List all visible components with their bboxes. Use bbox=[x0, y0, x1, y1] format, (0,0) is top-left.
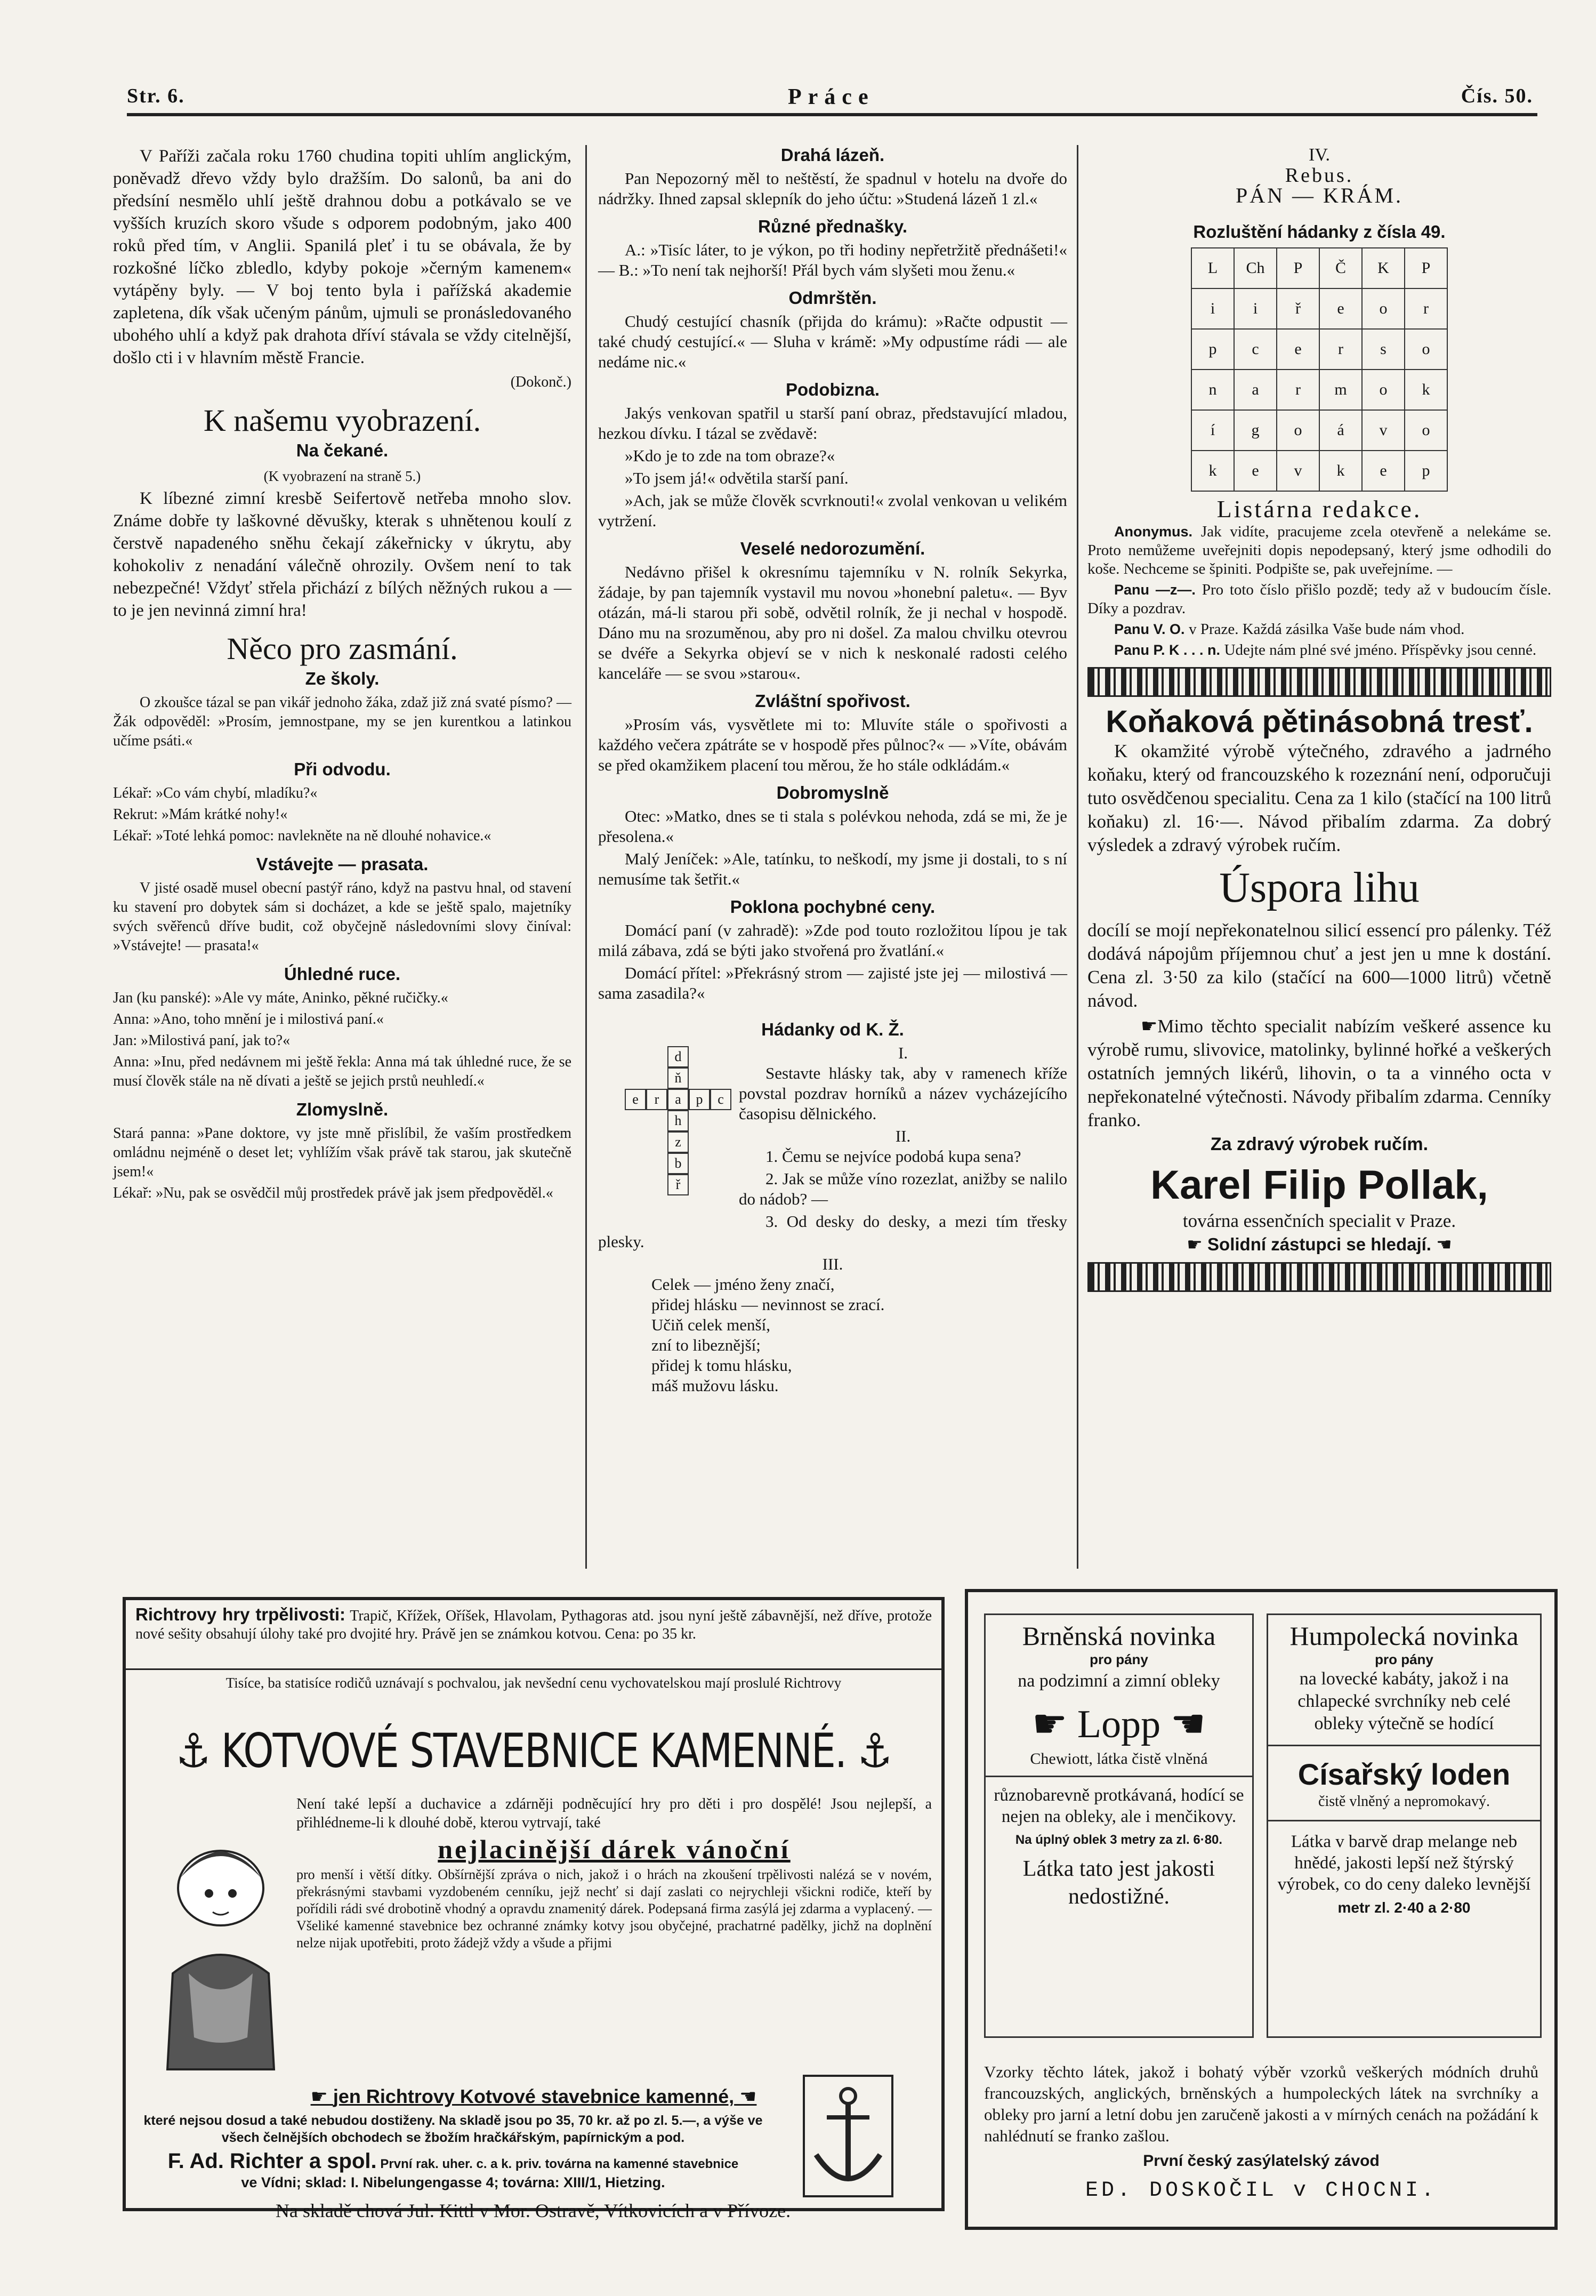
grid-cell: k bbox=[1405, 370, 1447, 410]
dobromysl-line: Otec: »Matko, dnes se ti stala s polévkou nehoda, zdá se mi, že je přesolena.« bbox=[598, 807, 1067, 846]
grid-cell: Ch bbox=[1234, 248, 1277, 288]
pointing-hand-icon: ☛ bbox=[1032, 1703, 1077, 1746]
zlomysl-line: Stará panna: »Pane doktore, vy jste mně přislíbil, že vaším prostředkem omládnu nejméně o deset let; vyhlížím však právě tak starou, jak skutečně jsem!« bbox=[113, 1125, 571, 1180]
lazen-heading: Drahá lázeň. bbox=[780, 145, 885, 165]
zlomysl-line: Lékař: »Nu, pak se osvědčil můj prostředek právě jak jsem předpověděl.« bbox=[113, 1185, 553, 1201]
box-divider bbox=[1268, 1820, 1540, 1821]
verse-line: Učiň celek menší, bbox=[651, 1315, 770, 1334]
odmrsten-text: Chudý cestující chasník (přijda do krámu): »Račte odpustit — také chudý cestující.« — Sluha v krámě: »My odpustíme rádi — ale nedáme nic.« bbox=[598, 312, 1067, 371]
richter-firm-desc: První rak. uher. c. a k. priv. továrna na kamenné stavebnice bbox=[380, 2157, 739, 2171]
agents-line-text: Solidní zástupci se hledají. bbox=[1207, 1234, 1431, 1254]
listarna-text: Udejte nám plné své jméno. Příspěvky jsou cenné. bbox=[1224, 641, 1537, 659]
rozlusteni-heading: Rozluštění hádanky z čísla 49. bbox=[1193, 222, 1446, 242]
pointing-hand-icon: ☛ bbox=[310, 2085, 333, 2107]
grid-cell: P bbox=[1405, 248, 1447, 288]
box-divider bbox=[1268, 1745, 1540, 1746]
rebus-number: IV. bbox=[1309, 145, 1330, 165]
coal-article-text: V Paříži začala roku 1760 chudina topiti uhlím anglickým, poněvadž dřevo vždy bylo dražším. Do salonů, ba ani do předsíní nesmělo uhlí ještě drahnou dobu a potkávalo se ve vyšších kruzích skoro všude s odporem podobným, jako 400 roků před tím, v Anglii. Spanilá pleť i tu se obávala, že by rozkošné líčko zbledlo, kdyby pokoje »černým kamenem« vytápěny byly. — V boj tento byla i pařížská akademie zapletena, dík však učeným pánům, ujmuli se pronásledovaného ubohého uhlí a když pak drahota dříví stávala se vždy citelnější, došlo cti i v hlavním městě Francie. bbox=[113, 147, 571, 367]
grid-cell: p bbox=[1191, 329, 1234, 370]
grid-cell: o bbox=[1362, 370, 1405, 410]
grid-cell: c bbox=[1234, 329, 1277, 370]
grid-cell: r bbox=[1405, 288, 1447, 329]
nedorozumeni-text: Nedávno přišel k okresnímu tajemníku v N. rolník Sekyrka, žádaje, by pan tajemník vystavil mu novou »honební paletu«. — Byv otázán, má-li starou při sobě, odvětil rolník, že ji nechal v hospodě. Dáno mu na srozuměnou, aby pro ni došel. Za malou chvilku otevrou se dvéře a Sekyrka objeví se v nich k neskonalé radosti celého kanceláře — se svou »starou«. bbox=[598, 563, 1067, 683]
zasmani-heading: Něco pro zasmání. bbox=[227, 631, 458, 666]
pointing-hand-icon: ☚ bbox=[734, 2085, 757, 2107]
column-middle bbox=[598, 145, 1067, 1396]
pollak-firm-sub: továrna essenčních specialit v Praze. bbox=[1182, 1210, 1456, 1231]
konak-ad-text: K okamžité výrobě výtečného, zdravého a jadrného koňaku, který od francouzského k rozeznání není, odporučuji tuto osvědčenou specialitu. Cena za 1 kilo (stačící na 100 litrů koňaku) zl. 16·—. Návod přibalím zdarma. Za dobrý výsledek a zdravý výrobek ručím. bbox=[1087, 741, 1551, 855]
na-cekane-heading: Na čekané. bbox=[296, 440, 389, 460]
ze-skoly-text: O zkoušce tázal se pan vikář jednoho žáka, zdaž již zná svaté písmo? — Žák odpověděl: »Prosím, jemnostpane, my se jen kurentkou a latinkou učíme psáti.« bbox=[113, 694, 571, 749]
listarna-items bbox=[1087, 523, 1551, 660]
humpolec-box bbox=[1267, 1613, 1542, 2038]
hadanky-heading: Hádanky od K. Ž. bbox=[761, 1019, 904, 1039]
hadanka-2-number: II. bbox=[895, 1127, 911, 1145]
grid-row bbox=[1191, 451, 1447, 491]
coal-article-end: (Dokonč.) bbox=[510, 374, 571, 390]
grid-cell: ř bbox=[1277, 288, 1319, 329]
listarna-text: Jak vidíte, pracujeme zcela otevřeně a nelekáme se. Proto nemůžeme uveřejniti dopis nepodepsaný, který jsme odhodili do koše. Nechceme se špiniti. Podpište se, pak uveřejníme. — bbox=[1087, 523, 1551, 577]
listarna-item bbox=[1087, 523, 1551, 579]
podobizna-line: »Ach, jak se může člověk scvrknouti!« zvolal venkovan u velikém vytržení. bbox=[598, 491, 1067, 530]
prasata-heading: Vstávejte — prasata. bbox=[256, 854, 429, 874]
prednasky-text: A.: »Tisíc láter, to je výkon, po tři hodiny nepřetržitě přednášeti!« — B.: »To není tak nejhorší! Přál bych vám slyšeti mou ženu.« bbox=[598, 240, 1067, 279]
rebus-heading: Rebus. bbox=[1285, 164, 1354, 187]
listarna-recipient: Panu —z—. bbox=[1114, 582, 1202, 598]
vyobrazeni-note: (K vyobrazení na straně 5.) bbox=[263, 468, 421, 484]
grid-row bbox=[1191, 370, 1447, 410]
humpolec-text: na lovecké kabáty, jakož i na chlapecké svrchníky neb celé obleky výtečně se hodící bbox=[1297, 1669, 1511, 1733]
ruce-line: Anna: »Inu, před nedávnem mi ještě řekla: Anna má tak úhledné ruce, že se musí člověk stále na ně dívati a ještě se jejich prstů neuhledí.« bbox=[113, 1054, 571, 1089]
cross-cell: ř bbox=[667, 1174, 689, 1195]
podobizna-line: »To jsem já!« odvětila starší paní. bbox=[625, 469, 849, 487]
podobizna-line: »Kdo je to zde na tom obraze?« bbox=[625, 446, 835, 465]
podobizna-text: Jakýs venkovan spatřil u starší paní obraz, představující mladou, hezkou dívku. I tázal se zvědavě: bbox=[598, 404, 1067, 443]
grid-cell: e bbox=[1362, 451, 1405, 491]
listarna-item bbox=[1087, 620, 1551, 639]
grid-row bbox=[1191, 329, 1447, 370]
ad-divider bbox=[126, 1668, 941, 1670]
listarna-recipient: Panu P. K . . . n. bbox=[1114, 642, 1224, 658]
rebus-text: PÁN — KRÁM. bbox=[1235, 183, 1404, 207]
listarna-item bbox=[1087, 641, 1551, 660]
hadanka-2-line: 2. Jak se může víno rozezlat, anižby se nalilo do nádob? — bbox=[739, 1169, 1067, 1208]
grid-cell: í bbox=[1191, 410, 1234, 451]
prednasky-heading: Různé přednašky. bbox=[758, 216, 907, 236]
grid-cell: r bbox=[1277, 370, 1319, 410]
grid-row bbox=[1191, 288, 1447, 329]
grid-cell: o bbox=[1405, 410, 1447, 451]
richter-firm-block bbox=[135, 2149, 771, 2191]
richter-ad-top bbox=[135, 1605, 932, 1643]
sporivost-text: »Prosím vás, vysvětlete mi to: Mluvíte stále o spořivosti a každého večera zpátráte se v hospodě přes půlnoc?« — »Víte, obávám se před okamžikem placení tou měrou, že ho stále odkládám.« bbox=[598, 715, 1067, 774]
girl-portrait bbox=[151, 1813, 290, 2080]
cross-cell: c bbox=[710, 1089, 731, 1110]
uspora-lihu-text: docílí se mojí nepřekonatelnou silicí essencí pro pálenky. Též dodává nápojům příjemnou chuť a jest jen u mne k dostání. Cena zl. 3·50 za kilo (stačící na 600—1000 litrů) včetně návod. bbox=[1087, 920, 1551, 1011]
grid-row bbox=[1191, 410, 1447, 451]
grid-cell: i bbox=[1234, 288, 1277, 329]
richter-footer: Na skladě chová Jul. Kittl v Mor. Ostravě, Vítkovicích a v Přívoze. bbox=[275, 2200, 791, 2221]
richter-games-label: Richtrovy hry trpělivosti: bbox=[135, 1604, 346, 1624]
odvod-line: Rekrut: »Mám krátké nohy!« bbox=[113, 806, 288, 823]
konak-ad-title: Koňaková pětinásobná tresť. bbox=[1106, 704, 1533, 739]
odvod-line: Lékař: »Toté lehká pomoc: navlekněte na ně dlouhé nohavice.« bbox=[113, 828, 491, 844]
anchor-trademark-icon bbox=[803, 2075, 893, 2197]
loden-text: Látka v barvě drap melange neb hnědé, jakosti lepší než štýrský výrobek, co do ceny daleko levnější bbox=[1277, 1832, 1531, 1894]
prasata-text: V jisté osadě musel obecní pastýř ráno, když na pastvu hnal, od stavení ku stavení pro dobytek sám si docházet, a kde se ještě spalo, majetníky svých svěřenců dříve budit, což obyčejně následovními slovy činíval: »Vstávejte! — prasata!« bbox=[113, 880, 571, 954]
lopp-sub: Chewiott, látka čistě vlněná bbox=[1030, 1750, 1208, 1768]
grid-row bbox=[1191, 248, 1447, 288]
grid-cell: o bbox=[1362, 288, 1405, 329]
specialities-text bbox=[1087, 1015, 1551, 1132]
uspora-lihu-title: Úspora lihu bbox=[1219, 864, 1420, 911]
anchor-icon: ⚓ bbox=[175, 1723, 221, 1778]
ze-skoly-heading: Ze školy. bbox=[305, 669, 380, 688]
sporivost-heading: Zvláštní spořivost. bbox=[755, 691, 910, 711]
specialities-text-body: Mimo těchto specialit nabízím veškeré assence ku výrobě rumu, slivovice, matolinky, bylinné hořké a veškerých ostatních jemných likérů, lihovin, o ta a vinného octa v nepřekonatelné výtečnosti. Návody přibalím zdarma. Cenníky franko. bbox=[1087, 1016, 1551, 1130]
grid-cell: n bbox=[1191, 370, 1234, 410]
ruce-line: Jan: »Milostivá paní, jak to?« bbox=[113, 1032, 291, 1049]
listarna-heading: Listárna redakce. bbox=[1216, 495, 1422, 523]
grid-cell: s bbox=[1362, 329, 1405, 370]
lopp-name: Lopp bbox=[1077, 1703, 1161, 1746]
richter-intro-line: Tisíce, ba statisíce rodičů uznávají s pochvalou, jak nevšední cenu vychovatelskou mají proslulé Richtrovy bbox=[225, 1675, 842, 1691]
hadanka-2-line: 1. Čemu se nejvíce podobá kupa sena? bbox=[765, 1147, 1021, 1166]
column-rule-2 bbox=[1077, 145, 1078, 1569]
listarna-recipient: Anonymus. bbox=[1114, 524, 1201, 540]
brno-sub: pro pány bbox=[1090, 1651, 1148, 1667]
brno-box bbox=[984, 1613, 1254, 2038]
richter-games-text: Trapič, Křížek, Oříšek, Hlavolam, Pythagoras atd. jsou nyní ještě zábavnější, než dříve, protože nové sešity obsahují úlohy také pro dvojité hry. Právě jen se známkou kotvou. Cena: po 35 kr. bbox=[135, 1608, 932, 1642]
verse-line: přidej hlásku — nevinnost se zrací. bbox=[651, 1295, 885, 1314]
pointing-hand-icon: ☛ bbox=[1141, 1016, 1158, 1037]
poklona-line: Domácí přítel: »Překrásný strom — zajisté jste jej — milostivá — sama zasadila?« bbox=[598, 964, 1067, 1002]
pollak-firm-name: Karel Filip Pollak, bbox=[1150, 1162, 1488, 1208]
letter-cross-puzzle bbox=[603, 1046, 726, 1217]
ornament-border bbox=[1087, 1262, 1551, 1292]
verse-line: přidej k tomu hlásku, bbox=[651, 1356, 792, 1375]
cross-cell: a bbox=[667, 1089, 689, 1110]
anchor-icon: ⚓ bbox=[846, 1723, 892, 1778]
cross-cell: e bbox=[625, 1089, 646, 1110]
listarna-text: Pro toto číslo přišlo pozdě; tedy až v budoucím čísle. Díky a pozdrav. bbox=[1087, 581, 1551, 617]
cross-cell: z bbox=[667, 1131, 689, 1153]
loden-price: metr zl. 2·40 a 2·80 bbox=[1337, 1899, 1471, 1916]
poklona-line: Domácí paní (v zahradě): »Zde pod touto rozložitou lípou je tak milá zábava, zdá se býti jako stvořená pro žvatlání.« bbox=[598, 921, 1067, 960]
box-divider bbox=[986, 1776, 1252, 1777]
richter-ad bbox=[123, 1597, 945, 2211]
loden-sub: čistě vlněný a nepromokavý. bbox=[1318, 1793, 1490, 1810]
richter-sold-text: které nejsou dosud a také nebudou dostiženy. Na skladě jsou po 35, 70 kr. až po zl. 5.—, a výše ve všech čelnějších obchodech se žbožím hračkářským, papírnickým a pod. bbox=[143, 2113, 763, 2145]
lopp-line bbox=[986, 1699, 1252, 1750]
cross-cell: r bbox=[646, 1089, 667, 1110]
verse-line: máš mužovu lásku. bbox=[651, 1376, 779, 1395]
grid-cell: i bbox=[1191, 288, 1234, 329]
hadanka-2-line: 3. Od desky do desky, a mezi tím třesky plesky. bbox=[598, 1212, 1067, 1251]
grid-cell: á bbox=[1319, 410, 1362, 451]
doskocil-ad bbox=[965, 1589, 1558, 2230]
lazen-text: Pan Nepozorný měl to neštěstí, že spadnul v hotelu na dvoře do nádržky. Ihned zapsal sklepník do jeho účtu: »Studená lázeň 1 zl.« bbox=[598, 169, 1067, 208]
grid-cell: v bbox=[1277, 451, 1319, 491]
pointing-hand-icon: ☚ bbox=[1160, 1703, 1206, 1746]
guarantee-line: Za zdravý výrobek ručím. bbox=[1210, 1134, 1429, 1154]
listarna-text: v Praze. Každá zásilka Vaše bude nám vhod. bbox=[1189, 621, 1465, 638]
cross-cell: h bbox=[667, 1110, 689, 1131]
cross-cell: b bbox=[667, 1153, 689, 1174]
grid-cell: e bbox=[1277, 329, 1319, 370]
grid-cell: v bbox=[1362, 410, 1405, 451]
grid-cell: p bbox=[1405, 451, 1447, 491]
cross-cell: d bbox=[667, 1046, 689, 1067]
column-left bbox=[113, 145, 571, 1205]
cross-cell: p bbox=[689, 1089, 710, 1110]
solution-grid bbox=[1191, 247, 1448, 492]
ornament-border bbox=[1087, 667, 1551, 697]
brno-title: Brněnská novinka bbox=[1022, 1621, 1216, 1651]
ruce-heading: Úhledné ruce. bbox=[284, 964, 401, 984]
richter-address: ve Vídni; sklad: I. Nibelungengasse 4; továrna: XIII/1, Hietzing. bbox=[241, 2174, 665, 2190]
newspaper-title: Práce bbox=[788, 85, 875, 109]
hadanka-1-number: I. bbox=[898, 1043, 908, 1062]
listarna-item bbox=[1087, 581, 1551, 618]
agents-line bbox=[1087, 1234, 1551, 1255]
hadanka-3-number: III. bbox=[822, 1255, 843, 1273]
doskocil-bottom-title: První český zasýlatelský závod bbox=[1143, 2152, 1380, 2170]
humpolec-title: Humpolecká novinka bbox=[1289, 1621, 1519, 1651]
grid-cell: k bbox=[1319, 451, 1362, 491]
pointing-hand-icon: ☛ bbox=[1187, 1234, 1208, 1254]
hadanka-1-text: Sestavte hlásky tak, aby v ramenech kříže povstal pozdrav horníků a název vycházejícího časopisu dělnického. bbox=[739, 1064, 1067, 1123]
grid-cell: e bbox=[1234, 451, 1277, 491]
pointing-hand-icon: ☚ bbox=[1431, 1234, 1452, 1254]
richter-firm-name: F. Ad. Richter a spol. bbox=[167, 2149, 377, 2173]
header-rule bbox=[127, 113, 1537, 116]
grid-cell: k bbox=[1191, 451, 1234, 491]
grid-cell: o bbox=[1405, 329, 1447, 370]
verse-line: zní to libeznější; bbox=[651, 1336, 761, 1354]
hadanka-3-verse bbox=[598, 1274, 1067, 1396]
brno-text3: Látka tato jest jakosti nedostižné. bbox=[1022, 1857, 1215, 1909]
vyobrazeni-heading: K našemu vyobrazení. bbox=[203, 403, 481, 438]
column-rule-1 bbox=[585, 145, 587, 1569]
verse-line: Celek — jméno ženy značí, bbox=[651, 1275, 835, 1294]
page-number: Str. 6. bbox=[127, 85, 185, 107]
ruce-line: Jan (ku panské): »Ale vy máte, Aninko, pěkné ručičky.« bbox=[113, 990, 448, 1006]
grid-cell: a bbox=[1234, 370, 1277, 410]
cross-cell: ň bbox=[667, 1067, 689, 1089]
pri-odvodu-heading: Při odvodu. bbox=[294, 759, 391, 779]
kotvove-title: KOTVOVÉ STAVEBNICE KAMENNÉ. bbox=[221, 1723, 847, 1778]
humpolec-sub: pro pány bbox=[1375, 1651, 1433, 1667]
brno-text: na podzimní a zimní obleky bbox=[1018, 1671, 1220, 1691]
grid-cell: r bbox=[1319, 329, 1362, 370]
ruce-line: Anna: »Ano, toho mnění je i milostivá paní.« bbox=[113, 1011, 384, 1027]
grid-cell: e bbox=[1319, 288, 1362, 329]
vyobrazeni-text: K líbezné zimní kresbě Seifertově netřeba mnoho slov. Známe dobře ty laškovné děvušky, kterak s uhnětenou koulí z čerstvě napadeného sněhu čekají zákeřnicky v úkrytu, aby kohokoliv z nenadání válečně ohrozily. Ovšem není to tak nebezpečné! Vždyť střela přichází z bílých něžných rukou a — to je jen nevinná zimní hra! bbox=[113, 489, 571, 620]
nedorozumeni-heading: Veselé nedorozumění. bbox=[740, 539, 925, 558]
grid-cell: Č bbox=[1319, 248, 1362, 288]
grid-cell: L bbox=[1191, 248, 1234, 288]
richter-body-text: pro menší i větší dítky. Obšírnější zpráva o nich, jakož i o hrách na zkoušení trpělivosti nalézá se v novém, překrásnými stavbami vyzdobeném cenníku, jejž nechť si dají zaslati co nejrychleji všickni rodiče, kteří by pořídili rádi své drobotině vhodný a opravdu znamenitý dárek. Podepsaná firma zasýlá jej zdarma a vyplacený. — Všeliké kamenné stavebnice bez ochranné známky kotvy jsou obyčejné, prachatrné padělky, jichž na doplnění nelze nijak upotřebiti, proto žádejž vždy a všude a přijmi bbox=[296, 1867, 932, 1950]
issue-number: Čís. 50. bbox=[1461, 85, 1533, 107]
richter-ad-body bbox=[296, 1795, 932, 1952]
loden-title: Císařský loden bbox=[1297, 1757, 1511, 1791]
doskocil-bottom-text: Vzorky těchto látek, jakož i bohatý výběr vzorků veškerých módních druhů francouzských, anglických, brněnských a humpoleckých látek na svrchníky a obleky pro jarní a letní dobu jen zaručeně jakosti a v mírných cenách na požádání k nahlédnutí se franko zašlou. bbox=[984, 2062, 1538, 2145]
grid-cell: K bbox=[1362, 248, 1405, 288]
listarna-recipient: Panu V. O. bbox=[1114, 621, 1189, 637]
doskocil-firm: ED. DOSKOČIL v CHOCNI. bbox=[1085, 2179, 1438, 2203]
poklona-heading: Poklona pochybné ceny. bbox=[730, 897, 936, 917]
richter-only-text: jen Richtrovy Kotvové stavebnice kamenné, bbox=[333, 2085, 735, 2107]
richter-intro: Není také lepší a duchavice a zdárněji podněcující hry pro děti i pro dospělé! Jsou nejlepší, a přihlédneme-li k dlouhé době, kterou vytrvají, také bbox=[296, 1796, 932, 1831]
dobromysl-heading: Dobromyslně bbox=[776, 783, 889, 802]
column-right bbox=[1087, 145, 1551, 1299]
kotvove-stavebnice-headline bbox=[167, 1716, 900, 1786]
odmrsten-heading: Odmrštěn. bbox=[788, 288, 877, 308]
brno-text2: různobarevně protkávaná, hodící se nejen na obleky, ale i menčikovy. bbox=[994, 1786, 1244, 1826]
grid-cell: m bbox=[1319, 370, 1362, 410]
grid-cell: P bbox=[1277, 248, 1319, 288]
christmas-gift-headline: nejlacinější dárek vánoční bbox=[438, 1834, 791, 1864]
zlomyslne-heading: Zlomyslně. bbox=[296, 1099, 389, 1119]
grid-cell: o bbox=[1277, 410, 1319, 451]
odvod-line: Lékař: »Co vám chybí, mladíku?« bbox=[113, 785, 318, 801]
podobizna-heading: Podobizna. bbox=[786, 380, 880, 399]
dobromysl-line: Malý Jeníček: »Ale, tatínku, to neškodí, my jsme ji dostali, to s ní nemusíme tak šetřit.« bbox=[598, 849, 1067, 888]
grid-cell: g bbox=[1234, 410, 1277, 451]
brno-price: Na úplný oblek 3 metry za zl. 6·80. bbox=[1015, 1833, 1223, 1847]
